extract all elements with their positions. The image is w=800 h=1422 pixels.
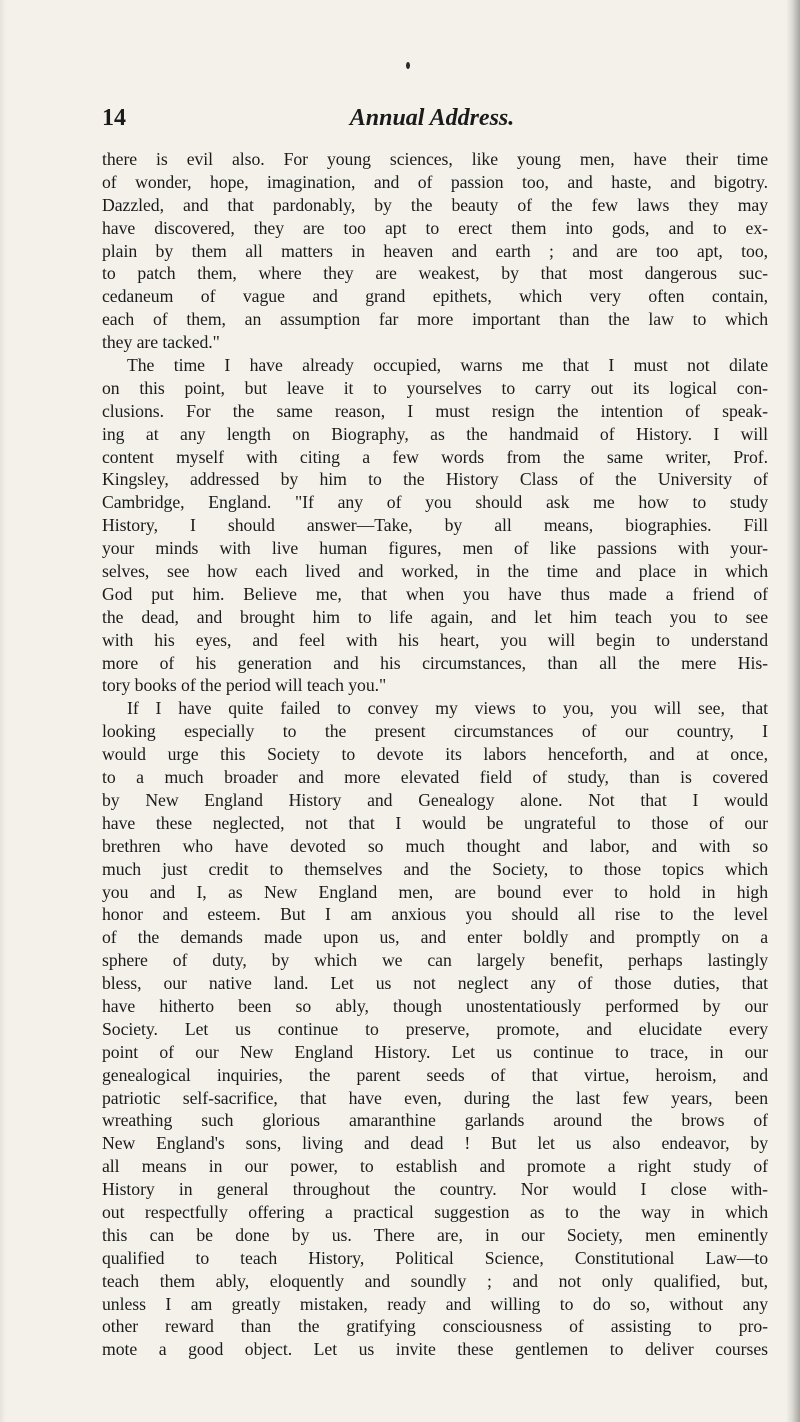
body-text bbox=[102, 148, 768, 1361]
text-line: New England's sons, living and dead ! But let us also endeavor, by bbox=[102, 1133, 768, 1154]
text-line: unless I am greatly mistaken, ready and willing to do so, without any bbox=[102, 1293, 768, 1314]
text-line: teach them ably, eloquently and soundly ; and not only qualified, but, bbox=[102, 1270, 768, 1291]
text-line: would urge this Society to devote its labors henceforth, and at once, bbox=[102, 744, 768, 765]
text-line: honor and esteem. But I am anxious you should all rise to the level bbox=[102, 904, 768, 925]
text-line: each of them, an assumption far more important than the law to which bbox=[102, 309, 768, 330]
text-line: tory books of the period will teach you." bbox=[102, 675, 387, 696]
text-line: God put him. Believe me, that when you have thus made a friend of bbox=[102, 583, 768, 604]
page-edge-shadow-left bbox=[0, 0, 6, 1422]
text-line: selves, see how each lived and worked, in the time and place in which bbox=[102, 561, 768, 582]
text-line: wreathing such glorious amaranthine garlands around the brows of bbox=[102, 1110, 768, 1131]
text-line: cedaneum of vague and grand epithets, which very often contain, bbox=[102, 286, 768, 307]
text-line: they are tacked." bbox=[102, 332, 220, 353]
text-line: to patch them, where they are weakest, by that most dangerous suc- bbox=[102, 263, 768, 284]
text-line: History in general throughout the country. Nor would I close with- bbox=[102, 1179, 768, 1200]
text-line: of the demands made upon us, and enter boldly and promptly on a bbox=[102, 927, 768, 948]
text-line: with his eyes, and feel with his heart, you will begin to understand bbox=[102, 629, 768, 650]
text-line: of wonder, hope, imagination, and of passion too, and haste, and bigotry. bbox=[102, 171, 768, 192]
text-line: bless, our native land. Let us not neglect any of those duties, that bbox=[102, 973, 768, 994]
text-line: to a much broader and more elevated field of study, than is covered bbox=[102, 767, 768, 788]
text-line: Dazzled, and that pardonably, by the beauty of the few laws they may bbox=[102, 194, 768, 215]
text-line: out respectfully offering a practical suggestion as to the way in which bbox=[102, 1201, 768, 1222]
text-line: brethren who have devoted so much thought and labor, and with so bbox=[102, 835, 768, 856]
text-line: clusions. For the same reason, I must resign the intention of speak- bbox=[102, 400, 768, 421]
text-line: Society. Let us continue to preserve, promote, and elucidate every bbox=[102, 1018, 768, 1039]
text-line: more of his generation and his circumstances, than all the mere His- bbox=[102, 652, 768, 673]
text-line: much just credit to themselves and the Society, to those topics which bbox=[102, 858, 768, 879]
text-line: other reward than the gratifying consciousness of assisting to pro- bbox=[102, 1316, 768, 1337]
page-number: 14 bbox=[102, 105, 126, 131]
ink-speck bbox=[406, 62, 410, 69]
text-line: qualified to teach History, Political Science, Constitutional Law—to bbox=[102, 1247, 768, 1268]
text-line: If I have quite failed to convey my views to you, you will see, that bbox=[127, 698, 768, 719]
text-line: The time I have already occupied, warns me that I must not dilate bbox=[127, 355, 768, 376]
text-line: plain by them all matters in heaven and earth ; and are too apt, too, bbox=[102, 240, 768, 261]
text-line: the dead, and brought him to life again, and let him teach you to see bbox=[102, 606, 768, 627]
text-line: point of our New England History. Let us continue to trace, in our bbox=[102, 1041, 768, 1062]
text-line: your minds with live human figures, men of like passions with your- bbox=[102, 538, 768, 559]
text-line: have discovered, they are too apt to erect them into gods, and to ex- bbox=[102, 217, 768, 238]
text-line: have hitherto been so ably, though unostentatiously performed by our bbox=[102, 995, 768, 1016]
text-line: have these neglected, not that I would be ungrateful to those of our bbox=[102, 812, 768, 833]
running-head bbox=[102, 104, 762, 132]
text-line: on this point, but leave it to yourselves to carry out its logical con- bbox=[102, 377, 768, 398]
text-line: all means in our power, to establish and promote a right study of bbox=[102, 1156, 768, 1177]
text-line: there is evil also. For young sciences, like young men, have their time bbox=[102, 149, 768, 169]
text-line: you and I, as New England men, are bound ever to hold in high bbox=[102, 881, 768, 902]
running-title: Annual Address. bbox=[349, 105, 515, 131]
text-line: ing at any length on Biography, as the handmaid of History. I will bbox=[102, 423, 768, 444]
page-edge-shadow-right bbox=[786, 0, 800, 1422]
text-line: sphere of duty, by which we can largely benefit, perhaps lastingly bbox=[102, 950, 768, 971]
text-line: History, I should answer—Take, by all means, biographies. Fill bbox=[102, 515, 768, 536]
text-line: content myself with citing a few words from the same writer, Prof. bbox=[102, 446, 768, 467]
text-line: looking especially to the present circumstances of our country, I bbox=[102, 721, 768, 742]
text-line: genealogical inquiries, the parent seeds of that virtue, heroism, and bbox=[102, 1064, 768, 1085]
text-line: by New England History and Genealogy alone. Not that I would bbox=[102, 789, 768, 810]
text-line: this can be done by us. There are, in our Society, men eminently bbox=[102, 1224, 768, 1245]
text-line: mote a good object. Let us invite these gentlemen to deliver courses bbox=[102, 1339, 768, 1360]
text-line: patriotic self-sacrifice, that have even, during the last few years, been bbox=[102, 1087, 768, 1108]
text-line: Cambridge, England. "If any of you should ask me how to study bbox=[102, 492, 768, 513]
text-line: Kingsley, addressed by him to the History Class of the University of bbox=[102, 469, 768, 490]
